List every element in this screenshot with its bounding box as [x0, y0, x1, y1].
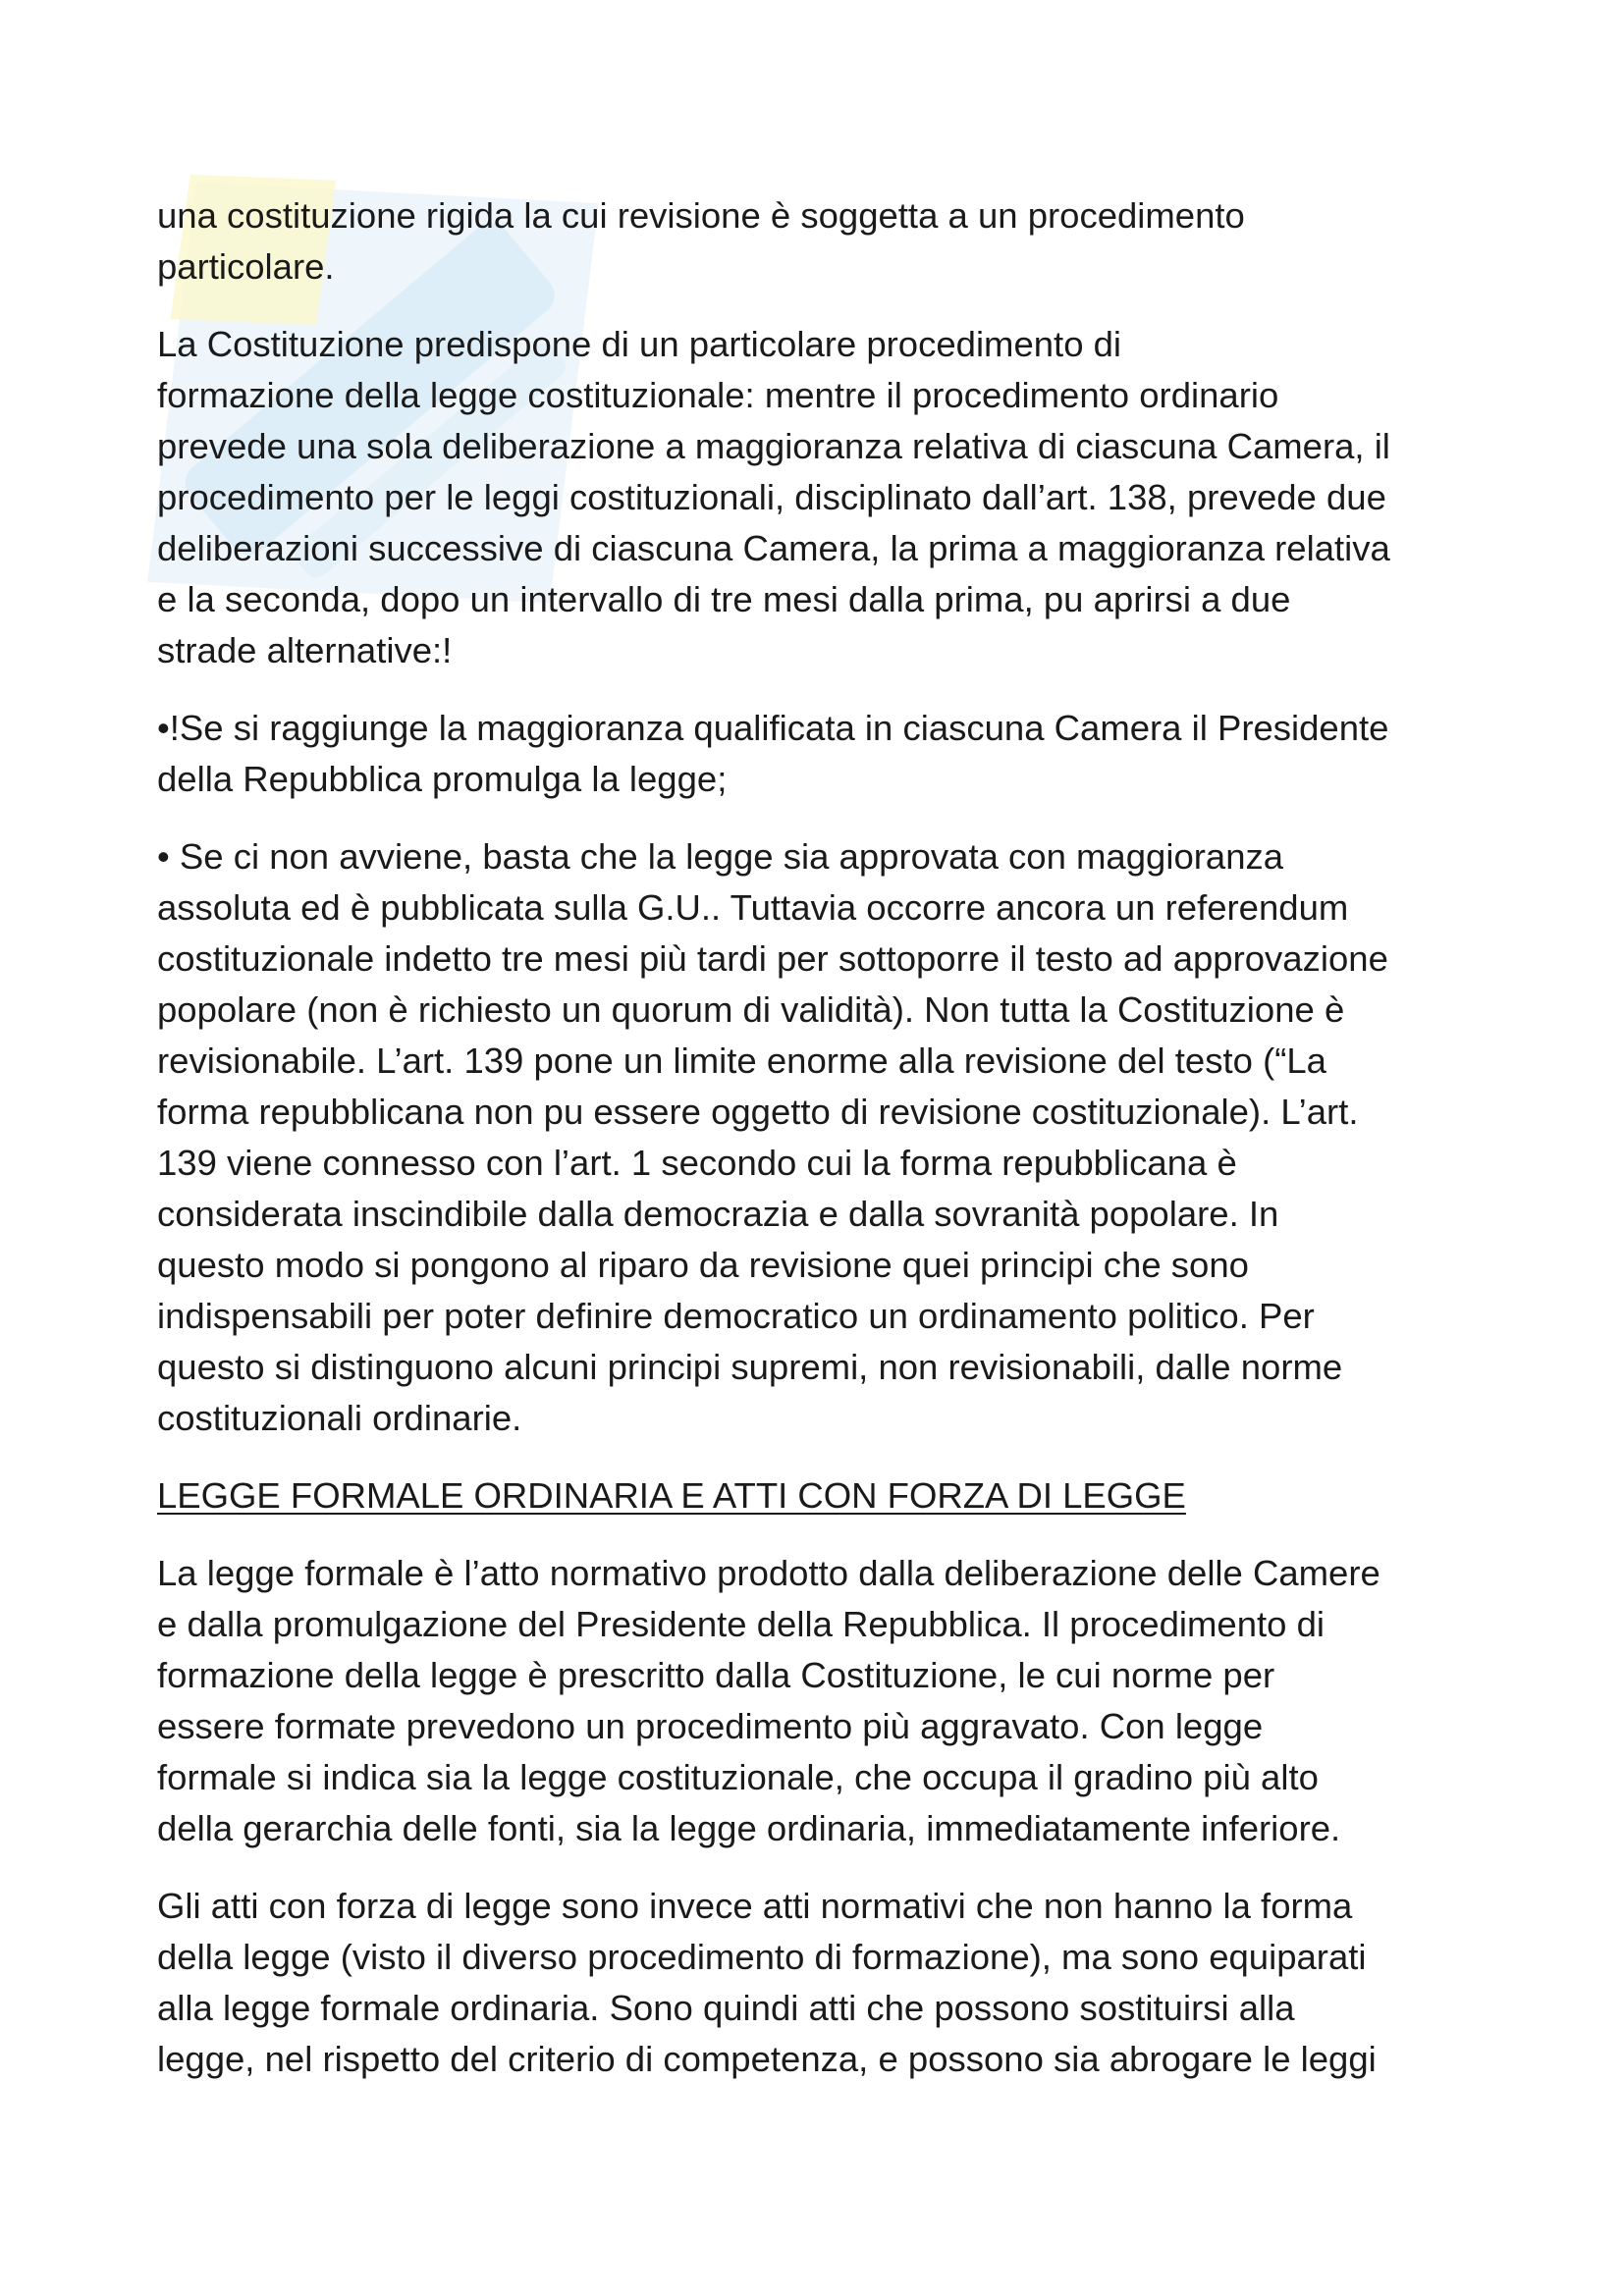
paragraph-formal-law: La legge formale è l’atto normativo prodotto dalla deliberazione delle Camere e dalla promulgazione del Presidente della Repubblica. Il procedimento di formazione della legge è prescritto dalla Costituzione, le cui norme per essere formate prevedono un procedimento più aggravato. Con legge formale si indica sia la legge costituzionale, che occupa il gradino più alto della gerarchia delle fonti, sia la legge ordinaria, immediatamente inferiore. [157, 1553, 1380, 1848]
section-heading: LEGGE FORMALE ORDINARIA E ATTI CON FORZA DI LEGGE [157, 1475, 1186, 1516]
paragraph-procedure: La Costituzione predispone di un particolare procedimento di formazione della legge costituzionale: mentre il procedimento ordinario prevede una sola deliberazione a maggioranza relativa di ciascuna Camera, il procedimento per le leggi costituzionali, disciplinato dall’art. 138, prevede due deliberazioni successive di ciascuna Camera, la prima a maggioranza relativa e la seconda, dopo un intervallo di tre mesi dalla prima, pu aprirsi a due strade alternative:! [157, 324, 1390, 670]
paragraph-bullet-referendum: • Se ci non avviene, basta che la legge sia approvata con maggioranza assoluta ed è pubblicata sulla G.U.. Tuttavia occorre ancora un referendum costituzionale indetto tre mesi più tardi per sottoporre il testo ad approvazione popolare (non è richiesto un quorum di validità). Non tutta la Costituzione è revisionabile. L’art. 139 pone un limite enorme alla revisione del testo (“La forma repubblicana non pu essere oggetto di revisione costituzionale). L’art. 139 viene connesso con l’art. 1 secondo cui la forma repubblicana è considerata inscindibile dalla democrazia e dalla sovranità popolare. In questo modo si pongono al riparo da revisione quei principi che sono indispensabili per poter definire democratico un ordinamento politico. Per questo si distinguono alcuni principi supremi, non revisionabili, dalle norme costituzionali ordinarie. [157, 836, 1388, 1438]
paragraph-acts-with-force-of-law: Gli atti con forza di legge sono invece atti normativi che non hanno la forma della legge (visto il diverso procedimento di formazione), ma sono equiparati alla legge formale ordinaria. Sono quindi atti che possono sostituirsi alla legge, nel rispetto del criterio di competenza, e possono sia abrogare le leggi [157, 1886, 1377, 2079]
document-body [157, 190, 1492, 2111]
paragraph-rigid-constitution: una costituzione rigida la cui revisione è soggetta a un procedimento particolare. [157, 195, 1245, 287]
paragraph-bullet-qualified-majority: •!Se si raggiunge la maggioranza qualificata in ciascuna Camera il Presidente della Repubblica promulga la legge; [157, 708, 1389, 799]
